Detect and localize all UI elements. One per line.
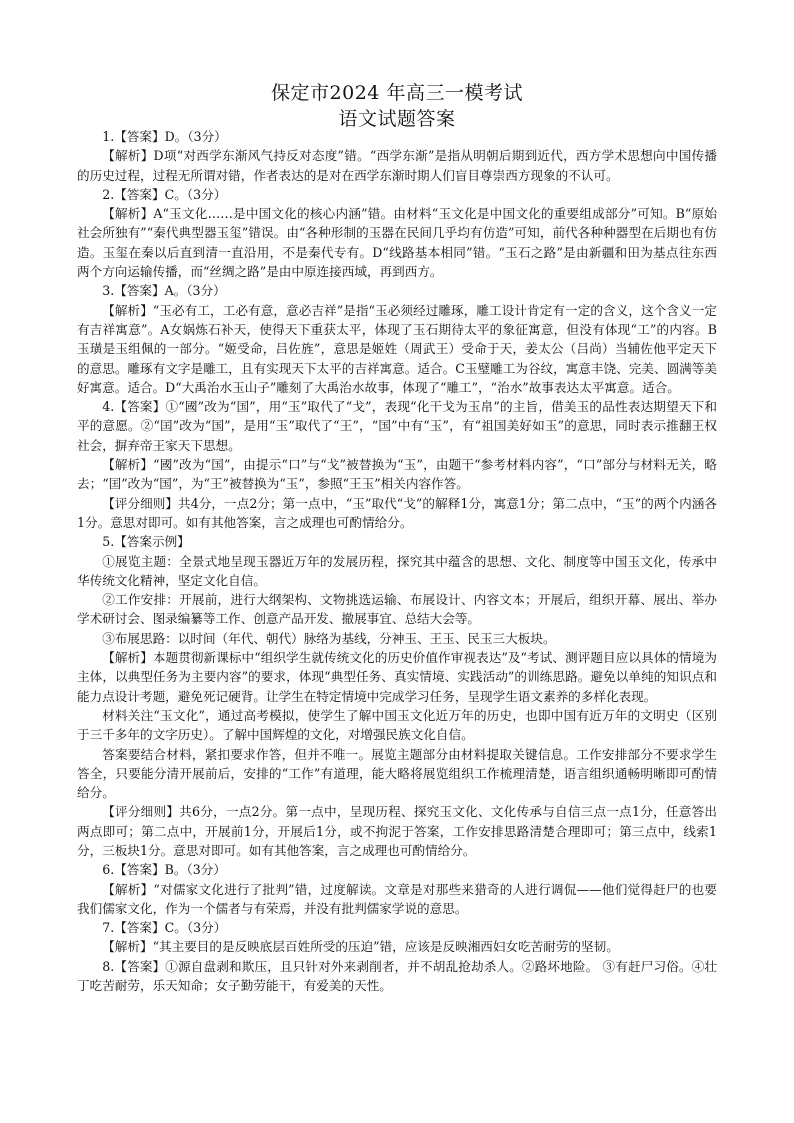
q5-point-1: ①展览主题：全景式地呈现玉器近万年的发展历程，探究其中蕴含的思想、文化、制度等中国玉文化，传承中华传统文化精神，坚定文化自信。 — [77, 553, 717, 588]
q7-analysis: 【解析】“其主要目的是反映底层百姓所受的压迫”错，应该是反映湘西妇女吃苦耐劳的坚韧。 — [102, 939, 619, 955]
document-subtitle: 语文试题答案 — [338, 108, 456, 130]
q5-analysis-3: 答案要结合材料，紧扣要求作答，但并不唯一。展览主题部分由材料提取关键信息。工作安排部分不要求学生答全，只要能分清开展前后，安排的“工作”有道理，能大略将展览组织工作梳理清楚，语言组织通畅明晰即可酌情给分。 — [77, 746, 717, 801]
q5-answer-heading: 5.【答案示例】 — [102, 534, 190, 550]
q4-analysis: 【解析】“國”改为“国”，由提示“口”与“戈”被替换为“玉”，由题干“参考材料内容”，“口”部分与材料无关，略去；“囯”改为“国”，为“王”被替换为“玉”，参照“王玉”相关内容作答。 — [77, 457, 717, 492]
q5-analysis-2: 材料关注“玉文化”，通过高考模拟，使学生了解中国玉文化近万年的历史，也即中国有近万年的文明史（区别于三千多年的文字历史）。了解中国辉煌的文化，对增强民族文化自信。 — [77, 707, 717, 743]
q5-point-3: ③布展思路：以时间（年代、朝代）脉络为基线，分神玉、王玉、民玉三大板块。 — [102, 630, 556, 646]
q2-answer: 2.【答案】C。（3分） — [102, 186, 227, 202]
q5-analysis: 【解析】本题贯彻新课标中“组织学生就传统文化的历史价值作审视表达”及“考试、测评题目应以具体的情境为主体，以典型任务为主要内容”的要求，体现“典型任务、真实情境、实践活动”的训练思路。避免以单纯的知识点和能力点设计考题，避免死记硬背。让学生在特定情境中完成学习任务，呈现学生语文素养的多样化表现。 — [77, 650, 717, 704]
q8-answer: 8.【答案】①源自盘剥和欺压，且只针对外来剥削者，并不胡乱抢劫杀人。②路坏地险。 ③有赶尸习俗。④壮丁吃苦耐劳，乐天知命；女子勤劳能干，有爱美的天性。 — [77, 958, 717, 994]
q6-answer: 6.【答案】B。（3分） — [102, 862, 226, 878]
q1-answer: 1.【答案】D。（3分） — [102, 129, 227, 144]
q3-analysis: 【解析】“玉必有工，工必有意，意必吉祥”是指“玉必须经过雕琢，雕工设计肯定有一定的含义，这个含义一定有吉祥寓意”。A女娲炼石补天，使得天下重获太平，体现了玉石期待太平的象征寓意，但没有体现“工”的内容。B玉璜是玉组佩的一部分。“姬受命，吕佐旌”，意思是姬姓（周武王）受命于天，姜太公（吕尚）当辅佐他平定天下的意思。雕琢有文字是雕工，且有实现天下太平的吉祥寓意。适合。C玉璧雕工为谷纹，寓意丰饶、完美、圆满等美好寓意。适合。D“大禹治水玉山子”雕刻了大禹治水故事，体现了“雕工”，“治水”故事表达太平寓意。适合。 — [77, 302, 717, 395]
q7-answer: 7.【答案】C。（3分） — [102, 920, 227, 936]
q5-scoring: 【评分细则】共6分，一点2分。第一点中，呈现历程、探究玉文化、文化传承与自信三点一点1分，任意答出两点即可；第二点中，开展前1分，开展后1分，或不拘泥于答案，工作安排思路清楚合理即可；第三点中，线索1分，三板块1分。意思对即可。如有其他答案，言之成理也可酌情给分。 — [77, 804, 717, 858]
q5-point-2: ②工作安排：开展前，进行大纲架构、文物挑选运输、布展设计、内容文本；开展后，组织开幕、展出、举办学术研讨会、图录编纂等工作、创意产品开发、撤展事宜、总结大会等。 — [77, 592, 717, 627]
q3-answer: 3.【答案】A。（3分） — [102, 283, 226, 299]
q4-scoring: 【评分细则】共4分，一点2分；第一点中，“玉”取代“戈”的解释1分，寓意1分；第二点中，“玉”的两个内涵各1分。意思对即可。如有其他答案，言之成理也可酌情给分。 — [77, 495, 717, 530]
q4-answer: 4.【答案】①“國”改为“国”，用“玉”取代了“戈”，表现“化干戈为玉帛”的主旨，借美玉的品性表达期望天下和平的意愿。②“囯”改为“国”，是用“玉”取代了“王”，“国”中有“玉”，有“祖国美好如玉”的意思，同时表示推翻王权社会，摒弃帝王家天下思想。 — [77, 399, 717, 453]
answer-body — [77, 127, 717, 995]
q6-analysis: 【解析】“对儒家文化进行了批判”错，过度解读。文章是对那些来猎奇的人进行调侃——他们觉得赶尸的也要我们儒家文化，作为一个儒者与有荣焉，并没有批判儒家学说的意思。 — [77, 881, 717, 916]
q1-analysis: 【解析】D项“对西学东渐风气持反对态度”错。“西学东渐”是指从明朝后期到近代，西方学术思想向中国传播的历史过程，过程无所谓对错，作者表达的是对在西学东渐时期人们盲目尊崇西方现象的不认可。 — [77, 148, 717, 183]
q2-analysis: 【解析】A“玉文化……是中国文化的核心内涵”错。由材料“玉文化是中国文化的重要组成部分”可知。B“原始社会所独有”“秦代典型器玉玺”错误。由“各种形制的玉器在民间几乎均有仿造”可知，前代各种种器型在后期也有仿造。玉玺在秦以后直到清一直沿用，不是秦代专有。D“线路基本相同”错。“玉石之路”是由新疆和田为基点往东西两个方向运输传播，而“丝绸之路”是由中原连接西域，再到西方。 — [77, 206, 717, 280]
document-title: 保定市2024 年高三一模考试 — [271, 82, 523, 104]
